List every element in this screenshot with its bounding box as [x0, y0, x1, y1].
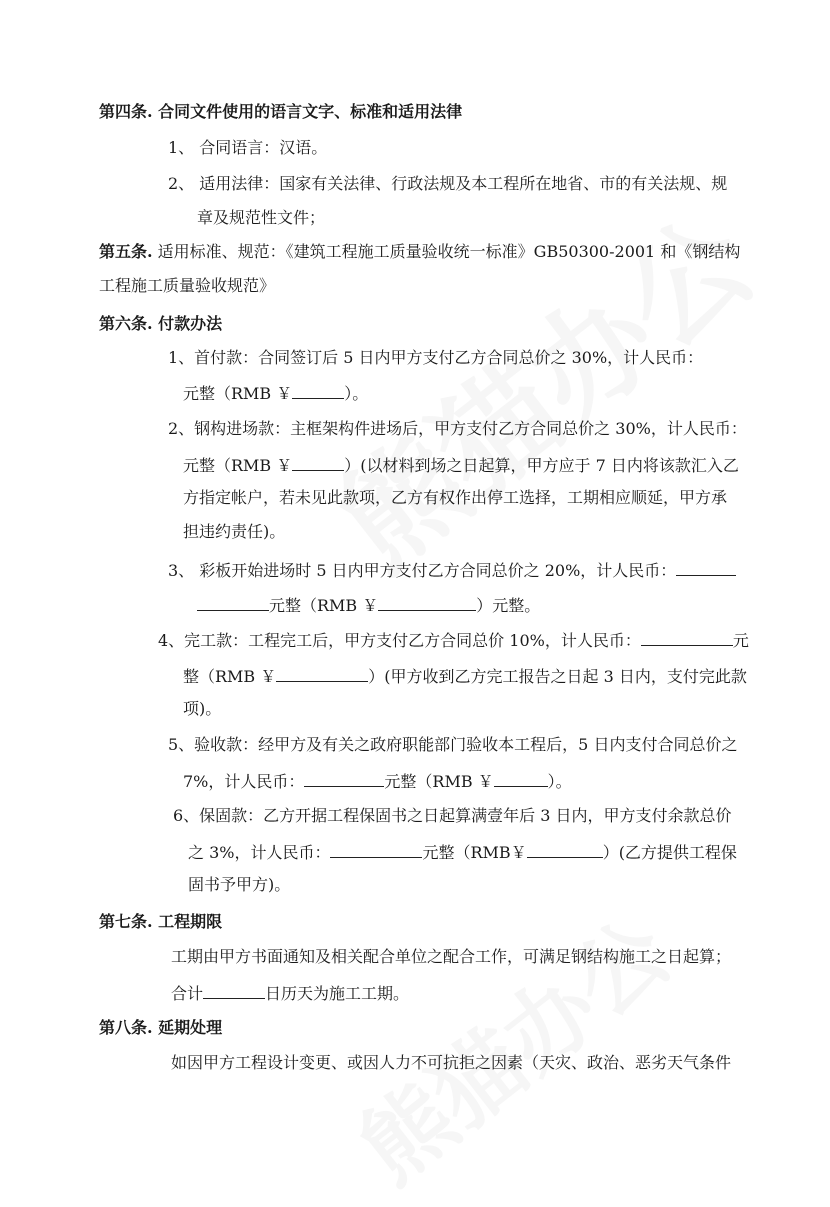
payment-2-amount-blank[interactable]	[292, 456, 344, 471]
payment-2-line-1: 2、钢构进场款：主框架构件进场后，甲方支付乙方合同总价之 30%，计人民币：	[168, 419, 747, 438]
payment-1-amount-blank[interactable]	[292, 384, 344, 399]
payment-6-amount-label: 元整（RMB￥	[422, 843, 527, 862]
payment-1-amount-label: 元整（RMB ￥	[183, 384, 293, 403]
payment-6-rmb-blank[interactable]	[330, 843, 422, 858]
payment-4-text: 4、完工款：工程完工后，甲方支付乙方合同总价 10%，计人民币：	[158, 631, 641, 650]
payment-5-close: ）。	[547, 772, 572, 791]
article-8-line-1: 如因甲方工程设计变更、或因人力不可抗拒之因素（天灾、政治、恶劣天气条件	[171, 1053, 732, 1072]
article-7-line-2	[171, 984, 409, 1002]
payment-2-note: ）(以材料到场之日起算，甲方应于 7 日内将该款汇入乙	[344, 456, 739, 475]
payment-6-text: 之 3%，计人民币：	[188, 843, 331, 862]
payment-4-line-2	[183, 667, 747, 685]
payment-4-rmb-blank[interactable]	[641, 631, 733, 646]
payment-3-amount-blank[interactable]	[378, 596, 476, 611]
article-4-item-2-line-1: 2、 适用法律：国家有关法律、行政法规及本工程所在地省、市的有关法规、规	[168, 174, 728, 193]
article-4-title: 第四条. 合同文件使用的语言文字、标准和适用法律	[99, 102, 463, 121]
payment-4-line-3: 项)。	[183, 699, 222, 718]
payment-2-line-2	[183, 456, 739, 474]
watermark-lower	[328, 883, 692, 1207]
article-4-item-2-line-2: 章及规范性文件；	[197, 208, 326, 227]
payment-6-amount-blank[interactable]	[527, 843, 603, 858]
payment-2-line-4: 担违约责任)。	[183, 522, 286, 541]
payment-5-text: 7%，计人民币：	[183, 772, 305, 791]
watermark	[298, 170, 782, 601]
payment-3-close: ）元整。	[476, 596, 541, 615]
payment-3-line-1	[168, 561, 736, 579]
article-7-line-1: 工期由甲方书面通知及相关配合单位之配合工作，可满足钢结构施工之日起算；	[171, 947, 732, 966]
payment-6-line-2	[188, 843, 737, 861]
article-7-days-blank[interactable]	[203, 984, 265, 999]
payment-5-amount-blank[interactable]	[494, 772, 548, 787]
payment-4-amount-label: 整（RMB ￥	[183, 667, 277, 686]
payment-1-close: ）。	[344, 384, 369, 403]
payment-5-line-2	[183, 772, 572, 790]
article-5-line-1	[99, 244, 740, 260]
payment-1-line-2	[183, 384, 368, 402]
payment-4-note: ）(甲方收到乙方完工报告之日起 3 日内，支付完此款	[368, 667, 747, 686]
payment-6-line-3: 固书予甲方)。	[188, 875, 291, 894]
article-7-title: 第七条. 工程期限	[99, 912, 223, 931]
article-5-line-2: 工程施工质量验收规范》	[99, 276, 276, 295]
payment-3-rmb-blank-cont[interactable]	[197, 596, 269, 611]
payment-4-line-1	[158, 631, 749, 649]
payment-5-rmb-blank[interactable]	[304, 772, 384, 787]
article-5-text: 适用标准、规范：《建筑工程施工质量验收统一标准》GB50300-2001 和《钢结构	[157, 242, 741, 261]
payment-2-line-3: 方指定帐户，若未见此款项，乙方有权作出停工选择，工期相应顺延，甲方承	[183, 488, 728, 507]
payment-5-amount-label: 元整（RMB ￥	[384, 772, 494, 791]
payment-1-line-1: 1、首付款：合同签订后 5 日内甲方支付乙方合同总价之 30%，计人民币：	[168, 348, 704, 367]
payment-4-amount-blank[interactable]	[276, 667, 368, 682]
payment-3-line-2	[197, 596, 540, 614]
payment-3-amount-label: 元整（RMB ￥	[269, 596, 379, 615]
article-6-title: 第六条. 付款办法	[99, 314, 223, 333]
article-7-days-text: 日历天为施工工期。	[265, 984, 410, 1003]
article-7-total-label: 合计	[171, 984, 204, 1003]
payment-2-amount-label: 元整（RMB ￥	[183, 456, 293, 475]
payment-6-note: ）(乙方提供工程保	[602, 843, 737, 862]
article-4-item-1: 1、 合同语言：汉语。	[168, 138, 328, 157]
payment-3-rmb-blank[interactable]	[676, 561, 736, 576]
article-5-heading: 第五条.	[99, 242, 153, 261]
payment-4-unit: 元	[732, 631, 749, 650]
payment-6-line-1: 6、保固款：乙方开据工程保固书之日起算满壹年后 3 日内，甲方支付余款总价	[173, 806, 732, 825]
payment-5-line-1: 5、验收款：经甲方及有关之政府职能部门验收本工程后，5 日内支付合同总价之	[168, 735, 738, 754]
payment-3-text: 3、 彩板开始进场时 5 日内甲方支付乙方合同总价之 20%，计人民币：	[168, 561, 677, 580]
article-8-title: 第八条. 延期处理	[99, 1018, 223, 1037]
